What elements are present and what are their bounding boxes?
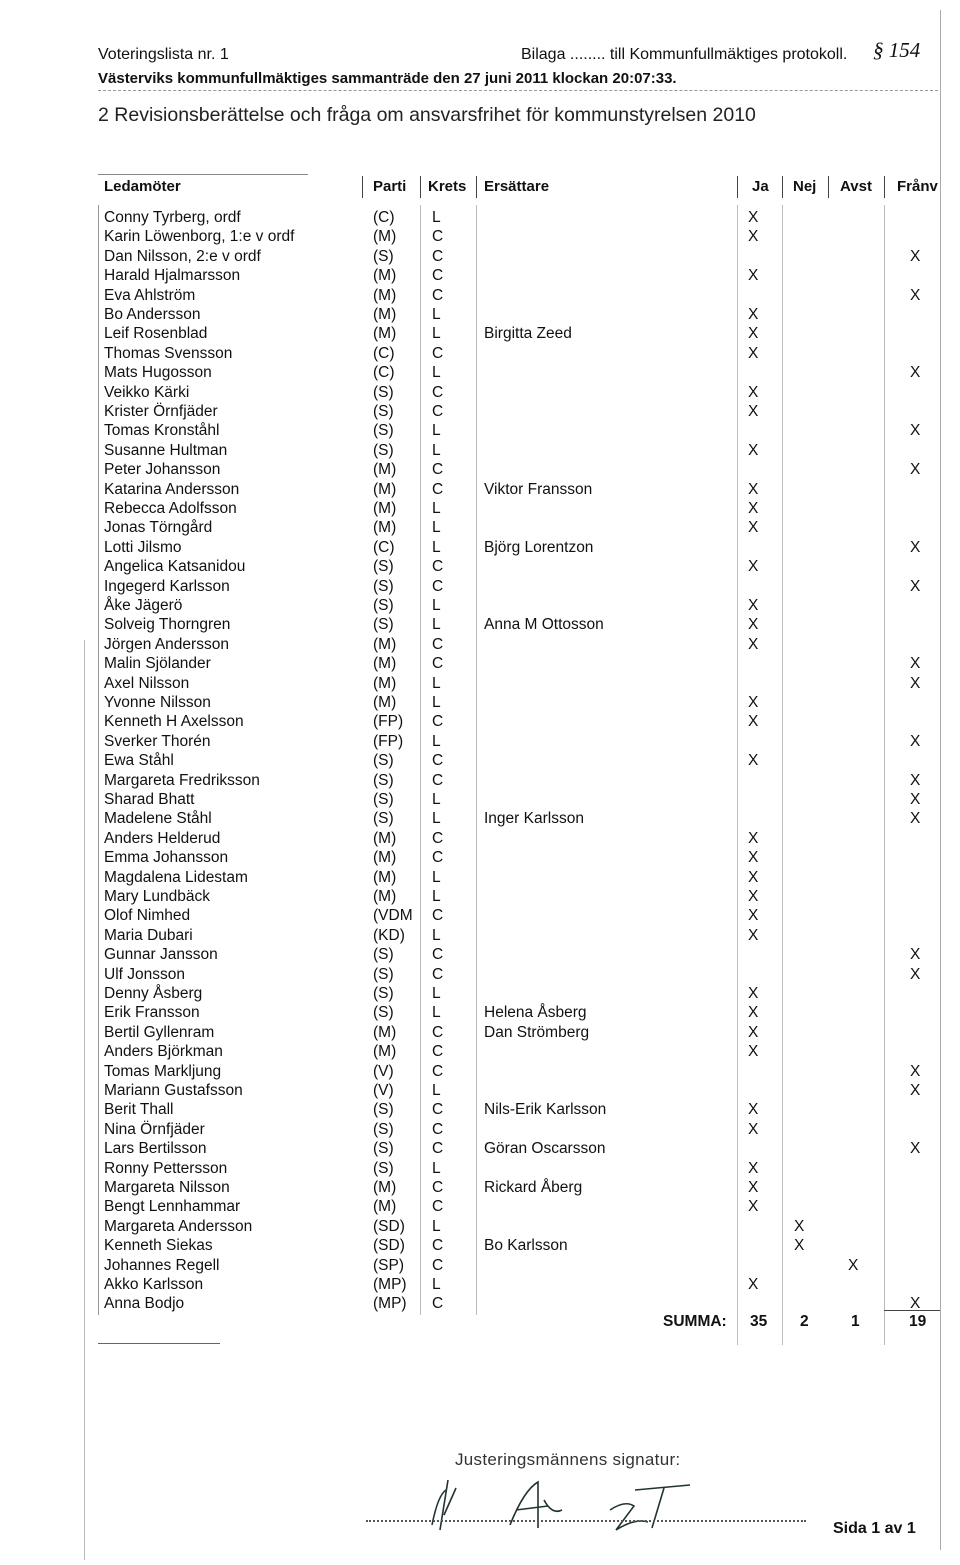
party-cell: (S) <box>373 810 394 828</box>
absent-mark: X <box>910 538 921 556</box>
member-name: Anders Helderud <box>104 829 221 847</box>
district-cell: C <box>432 713 444 731</box>
district-cell: L <box>432 209 441 226</box>
left-rule <box>98 205 99 1315</box>
member-name: Eva Ahlström <box>104 286 196 304</box>
col-divider <box>782 176 783 198</box>
absent-mark: X <box>910 674 921 692</box>
yes-mark: X <box>748 500 759 517</box>
member-name: Tomas Markljung <box>104 1062 222 1080</box>
yes-mark: X <box>748 829 759 847</box>
substitute-cell: Birgitta Zeed <box>484 325 572 343</box>
party-cell: (S) <box>373 422 394 440</box>
col-header-substitute: Ersättare <box>484 178 550 195</box>
member-name: Mariann Gustafsson <box>104 1082 243 1099</box>
member-name: Margareta Fredriksson <box>104 771 260 789</box>
yes-mark: X <box>748 1004 759 1022</box>
member-name: Gunnar Jansson <box>104 946 218 964</box>
member-name: Johannes Regell <box>104 1256 220 1274</box>
absent-mark: X <box>910 655 921 673</box>
member-name: Dan Nilsson, 2:e v ordf <box>104 247 261 265</box>
section-title: 2 Revisionsberättelse och fråga om ansvarsfrihet för kommunstyrelsen 2010 <box>98 104 756 126</box>
page-number: Sida 1 av 1 <box>833 1520 916 1537</box>
district-substitute-rule <box>476 205 477 1315</box>
party-cell: (S) <box>373 1140 394 1158</box>
member-name: Denny Åsberg <box>104 985 203 1002</box>
district-cell: L <box>432 1082 441 1099</box>
member-name: Yvonne Nilsson <box>104 694 211 711</box>
party-cell: (S) <box>373 1159 394 1177</box>
district-cell: C <box>432 907 444 925</box>
yes-mark: X <box>748 267 759 285</box>
substitute-cell: Dan Strömberg <box>484 1023 590 1041</box>
col-divider <box>884 176 885 198</box>
party-cell: (S) <box>373 771 394 789</box>
yes-mark: X <box>748 868 759 886</box>
district-cell: C <box>432 1179 444 1196</box>
party-cell: (M) <box>373 228 397 246</box>
district-cell: C <box>432 965 444 983</box>
member-name: Anna Bodjo <box>104 1295 185 1313</box>
party-cell: (M) <box>373 1198 397 1216</box>
yes-mark: X <box>748 1198 759 1216</box>
absent-mark: X <box>910 1295 921 1313</box>
substitute-cell: Göran Oscarsson <box>484 1140 606 1158</box>
district-cell: C <box>432 1101 444 1119</box>
member-name: Katarina Andersson <box>104 480 240 498</box>
district-cell: L <box>432 694 441 711</box>
col-header-abstain: Avst <box>840 178 872 195</box>
summary-yes: 35 <box>750 1313 768 1330</box>
district-cell: C <box>432 383 444 401</box>
yes-mark: X <box>748 1101 759 1119</box>
col-divider <box>828 176 829 198</box>
summary-absent: 19 <box>909 1313 927 1330</box>
district-cell: C <box>432 829 444 847</box>
yes-mark: X <box>748 306 759 323</box>
party-cell: (S) <box>373 1004 394 1022</box>
col-header-yes: Ja <box>752 178 769 195</box>
party-cell: (S) <box>373 558 394 576</box>
page-right-rule <box>940 10 941 1550</box>
member-name: Rebecca Adolfsson <box>104 500 237 517</box>
district-cell: C <box>432 1256 444 1274</box>
party-cell: (MP) <box>373 1295 407 1313</box>
district-cell: L <box>432 810 441 828</box>
no-mark: X <box>794 1217 805 1235</box>
party-cell: (M) <box>373 868 397 886</box>
no-rule <box>782 205 783 1345</box>
district-cell: L <box>432 519 441 537</box>
col-divider <box>476 176 477 198</box>
party-cell: (SD) <box>373 1237 405 1255</box>
party-cell: (M) <box>373 1023 397 1041</box>
yes-mark: X <box>748 907 759 925</box>
party-cell: (VDM <box>373 907 413 925</box>
substitute-cell: Helena Åsberg <box>484 1004 587 1022</box>
member-name: Maria Dubari <box>104 926 193 944</box>
district-cell: L <box>432 1004 441 1022</box>
party-cell: (M) <box>373 519 397 537</box>
party-cell: (S) <box>373 946 394 964</box>
absent-mark: X <box>910 946 921 964</box>
district-cell: C <box>432 247 444 265</box>
party-cell: (S) <box>373 985 394 1002</box>
member-name: Margareta Andersson <box>104 1217 253 1235</box>
bilaga-text: Bilaga ........ till Kommunfullmäktiges protokoll. <box>521 46 848 63</box>
absent-mark: X <box>910 364 921 382</box>
substitute-cell: Viktor Fransson <box>484 480 593 498</box>
district-cell: L <box>432 1217 441 1235</box>
party-cell: (M) <box>373 1179 397 1196</box>
district-cell: L <box>432 985 441 1002</box>
paragraph-mark: § 154 <box>873 38 921 62</box>
member-name: Krister Örnfjäder <box>104 403 218 420</box>
no-mark: X <box>794 1237 805 1255</box>
signature-scribble <box>420 1470 710 1540</box>
absent-mark: X <box>910 810 921 828</box>
member-name: Magdalena Lidestam <box>104 868 248 886</box>
yes-mark: X <box>748 597 759 614</box>
yes-mark: X <box>748 403 759 420</box>
district-cell: C <box>432 946 444 964</box>
district-cell: C <box>432 1198 444 1216</box>
district-cell: C <box>432 403 444 420</box>
district-cell: C <box>432 267 444 285</box>
member-name: Leif Rosenblad <box>104 325 208 343</box>
party-cell: (M) <box>373 829 397 847</box>
district-cell: L <box>432 500 441 517</box>
party-cell: (V) <box>373 1062 394 1080</box>
party-cell: (FP) <box>373 732 404 750</box>
district-cell: C <box>432 1295 444 1313</box>
yes-mark: X <box>748 616 759 634</box>
yes-mark: X <box>748 752 759 770</box>
absent-mark: X <box>910 577 921 595</box>
district-cell: L <box>432 868 441 886</box>
absent-mark: X <box>910 791 921 808</box>
district-cell: C <box>432 655 444 673</box>
party-cell: (M) <box>373 286 397 304</box>
district-cell: C <box>432 344 444 362</box>
member-name: Olof Nimhed <box>104 907 191 925</box>
absent-mark: X <box>910 1082 921 1099</box>
district-cell: C <box>432 635 444 653</box>
col-header-district: Krets <box>428 178 467 195</box>
abstain-mark: X <box>848 1256 859 1274</box>
member-name: Angelica Katsanidou <box>104 558 246 576</box>
district-cell: L <box>432 422 441 440</box>
district-cell: L <box>432 616 441 634</box>
substitute-cell: Inger Karlsson <box>484 810 584 828</box>
district-cell: L <box>432 364 441 382</box>
col-header-party: Parti <box>373 178 407 195</box>
member-name: Kenneth H Axelsson <box>104 713 244 731</box>
district-cell: C <box>432 480 444 498</box>
party-cell: (MP) <box>373 1276 407 1293</box>
district-cell: C <box>432 558 444 576</box>
district-cell: L <box>432 325 441 343</box>
member-name: Erik Fransson <box>104 1004 200 1022</box>
yes-rule <box>737 205 738 1345</box>
district-cell: L <box>432 791 441 808</box>
member-name: Bertil Gyllenram <box>104 1023 215 1041</box>
yes-mark: X <box>748 1120 759 1138</box>
district-cell: C <box>432 1062 444 1080</box>
signature-label: Justeringsmännens signatur: <box>455 1450 681 1469</box>
party-cell: (M) <box>373 674 397 692</box>
member-name: Mats Hugosson <box>104 364 212 382</box>
yes-mark: X <box>748 441 759 459</box>
header-top-rule <box>98 174 308 175</box>
party-cell: (S) <box>373 1120 394 1138</box>
absent-mark: X <box>910 1140 921 1158</box>
absent-mark: X <box>910 422 921 440</box>
party-cell: (M) <box>373 655 397 673</box>
party-cell: (M) <box>373 849 397 867</box>
yes-mark: X <box>748 209 759 226</box>
district-cell: C <box>432 1140 444 1158</box>
member-name: Malin Sjölander <box>104 655 211 673</box>
district-cell: C <box>432 461 444 479</box>
party-cell: (M) <box>373 1043 397 1061</box>
yes-mark: X <box>748 888 759 905</box>
summary-abstain: 1 <box>851 1313 860 1330</box>
district-cell: L <box>432 306 441 323</box>
district-cell: L <box>432 732 441 750</box>
yes-mark: X <box>748 1179 759 1196</box>
yes-mark: X <box>748 635 759 653</box>
member-name: Lars Bertilsson <box>104 1140 207 1158</box>
bottom-rule <box>98 1343 220 1344</box>
yes-mark: X <box>748 344 759 362</box>
member-name: Axel Nilsson <box>104 674 190 692</box>
member-name: Ronny Pettersson <box>104 1159 228 1177</box>
yes-mark: X <box>748 985 759 1002</box>
member-name: Bengt Lennhammar <box>104 1198 241 1216</box>
party-cell: (C) <box>373 538 395 556</box>
district-cell: C <box>432 1023 444 1041</box>
member-name: Emma Johansson <box>104 849 229 867</box>
party-cell: (M) <box>373 267 397 285</box>
district-cell: C <box>432 771 444 789</box>
party-cell: (S) <box>373 441 394 459</box>
member-name: Sharad Bhatt <box>104 791 195 808</box>
party-cell: (SD) <box>373 1217 405 1235</box>
district-cell: L <box>432 674 441 692</box>
absent-mark: X <box>910 461 921 479</box>
member-name: Karin Löwenborg, 1:e v ordf <box>104 228 295 246</box>
district-cell: C <box>432 577 444 595</box>
member-name: Thomas Svensson <box>104 344 233 362</box>
district-cell: L <box>432 597 441 614</box>
party-cell: (C) <box>373 364 395 382</box>
yes-mark: X <box>748 558 759 576</box>
yes-mark: X <box>748 849 759 867</box>
col-header-absent: Frånv <box>897 178 938 195</box>
member-name: Conny Tyrberg, ordf <box>104 209 241 226</box>
district-cell: L <box>432 538 441 556</box>
absent-mark: X <box>910 965 921 983</box>
member-name: Åke Jägerö <box>104 597 183 614</box>
yes-mark: X <box>748 1023 759 1041</box>
signature-line <box>366 1520 806 1522</box>
substitute-cell: Rickard Åberg <box>484 1179 583 1196</box>
party-cell: (M) <box>373 500 397 517</box>
district-cell: C <box>432 1120 444 1138</box>
party-cell: (M) <box>373 694 397 711</box>
district-cell: C <box>432 752 444 770</box>
member-name: Susanne Hultman <box>104 441 228 459</box>
yes-mark: X <box>748 519 759 537</box>
col-header-no: Nej <box>793 178 817 195</box>
member-name: Tomas Kronståhl <box>104 422 220 440</box>
yes-mark: X <box>748 480 759 498</box>
party-cell: (S) <box>373 616 394 634</box>
party-cell: (C) <box>373 209 395 226</box>
party-cell: (S) <box>373 1101 394 1119</box>
member-name: Nina Örnfjäder <box>104 1120 205 1138</box>
member-name: Kenneth Siekas <box>104 1237 213 1255</box>
district-cell: C <box>432 849 444 867</box>
member-name: Berit Thall <box>104 1101 174 1119</box>
district-cell: C <box>432 228 444 246</box>
party-cell: (S) <box>373 597 394 614</box>
party-cell: (S) <box>373 791 394 808</box>
district-cell: L <box>432 1159 441 1177</box>
member-name: Veikko Kärki <box>104 383 190 401</box>
member-name: Mary Lundbäck <box>104 888 210 905</box>
member-name: Jonas Törngård <box>104 519 213 537</box>
absent-mark: X <box>910 1062 921 1080</box>
substitute-cell: Björg Lorentzon <box>484 538 594 556</box>
meeting-info: Västerviks kommunfullmäktiges sammanträde den 27 juni 2011 klockan 20:07:33. <box>98 70 677 87</box>
member-name: Akko Karlsson <box>104 1276 204 1293</box>
absent-mark: X <box>910 247 921 265</box>
party-cell: (M) <box>373 888 397 905</box>
absent-mark: X <box>910 732 921 750</box>
party-cell: (SP) <box>373 1256 404 1274</box>
member-name: Solveig Thorngren <box>104 616 231 634</box>
substitute-cell: Anna M Ottosson <box>484 616 604 634</box>
yes-mark: X <box>748 325 759 343</box>
party-cell: (KD) <box>373 926 405 944</box>
district-cell: C <box>432 286 444 304</box>
party-cell: (M) <box>373 461 397 479</box>
party-cell: (S) <box>373 752 394 770</box>
yes-mark: X <box>748 1276 759 1293</box>
col-divider <box>737 176 738 198</box>
member-name: Harald Hjalmarsson <box>104 267 241 285</box>
member-name: Ingegerd Karlsson <box>104 577 230 595</box>
yes-mark: X <box>748 228 759 246</box>
yes-mark: X <box>748 1043 759 1061</box>
absent-mark: X <box>910 771 921 789</box>
member-name: Sverker Thorén <box>104 732 211 750</box>
absent-rule <box>884 205 885 1345</box>
party-cell: (S) <box>373 965 394 983</box>
absent-mark: X <box>910 286 921 304</box>
page-left-rule <box>84 640 85 1560</box>
party-cell: (S) <box>373 383 394 401</box>
party-cell: (C) <box>373 344 395 362</box>
district-cell: C <box>432 1043 444 1061</box>
member-name: Margareta Nilsson <box>104 1179 230 1196</box>
district-cell: L <box>432 926 441 944</box>
district-cell: C <box>432 1237 444 1255</box>
summary-no: 2 <box>800 1313 809 1330</box>
party-cell: (V) <box>373 1082 394 1099</box>
party-cell: (S) <box>373 403 394 420</box>
member-name: Madelene Ståhl <box>104 810 212 828</box>
summary-label: SUMMA: <box>663 1313 727 1330</box>
member-name: Jörgen Andersson <box>104 635 229 653</box>
list-title: Voteringslista nr. 1 <box>98 46 229 63</box>
party-cell: (FP) <box>373 713 404 731</box>
district-cell: L <box>432 441 441 459</box>
yes-mark: X <box>748 383 759 401</box>
col-header-member: Ledamöter <box>104 178 181 195</box>
party-cell: (M) <box>373 306 397 323</box>
yes-mark: X <box>748 1159 759 1177</box>
member-name: Ulf Jonsson <box>104 965 185 983</box>
district-cell: L <box>432 888 441 905</box>
member-name: Ewa Ståhl <box>104 752 174 770</box>
col-divider <box>362 176 363 198</box>
yes-mark: X <box>748 694 759 711</box>
col-divider <box>420 176 421 198</box>
party-cell: (M) <box>373 635 397 653</box>
yes-mark: X <box>748 926 759 944</box>
member-name: Bo Andersson <box>104 306 201 323</box>
member-name: Lotti Jilsmo <box>104 538 182 556</box>
party-cell: (M) <box>373 325 397 343</box>
party-cell: (S) <box>373 247 394 265</box>
party-district-rule <box>420 205 421 1315</box>
party-cell: (M) <box>373 480 397 498</box>
yes-mark: X <box>748 713 759 731</box>
member-name: Peter Johansson <box>104 461 221 479</box>
substitute-cell: Nils-Erik Karlsson <box>484 1101 607 1119</box>
substitute-cell: Bo Karlsson <box>484 1237 568 1255</box>
member-name: Anders Björkman <box>104 1043 223 1061</box>
district-cell: L <box>432 1276 441 1293</box>
party-cell: (S) <box>373 577 394 595</box>
